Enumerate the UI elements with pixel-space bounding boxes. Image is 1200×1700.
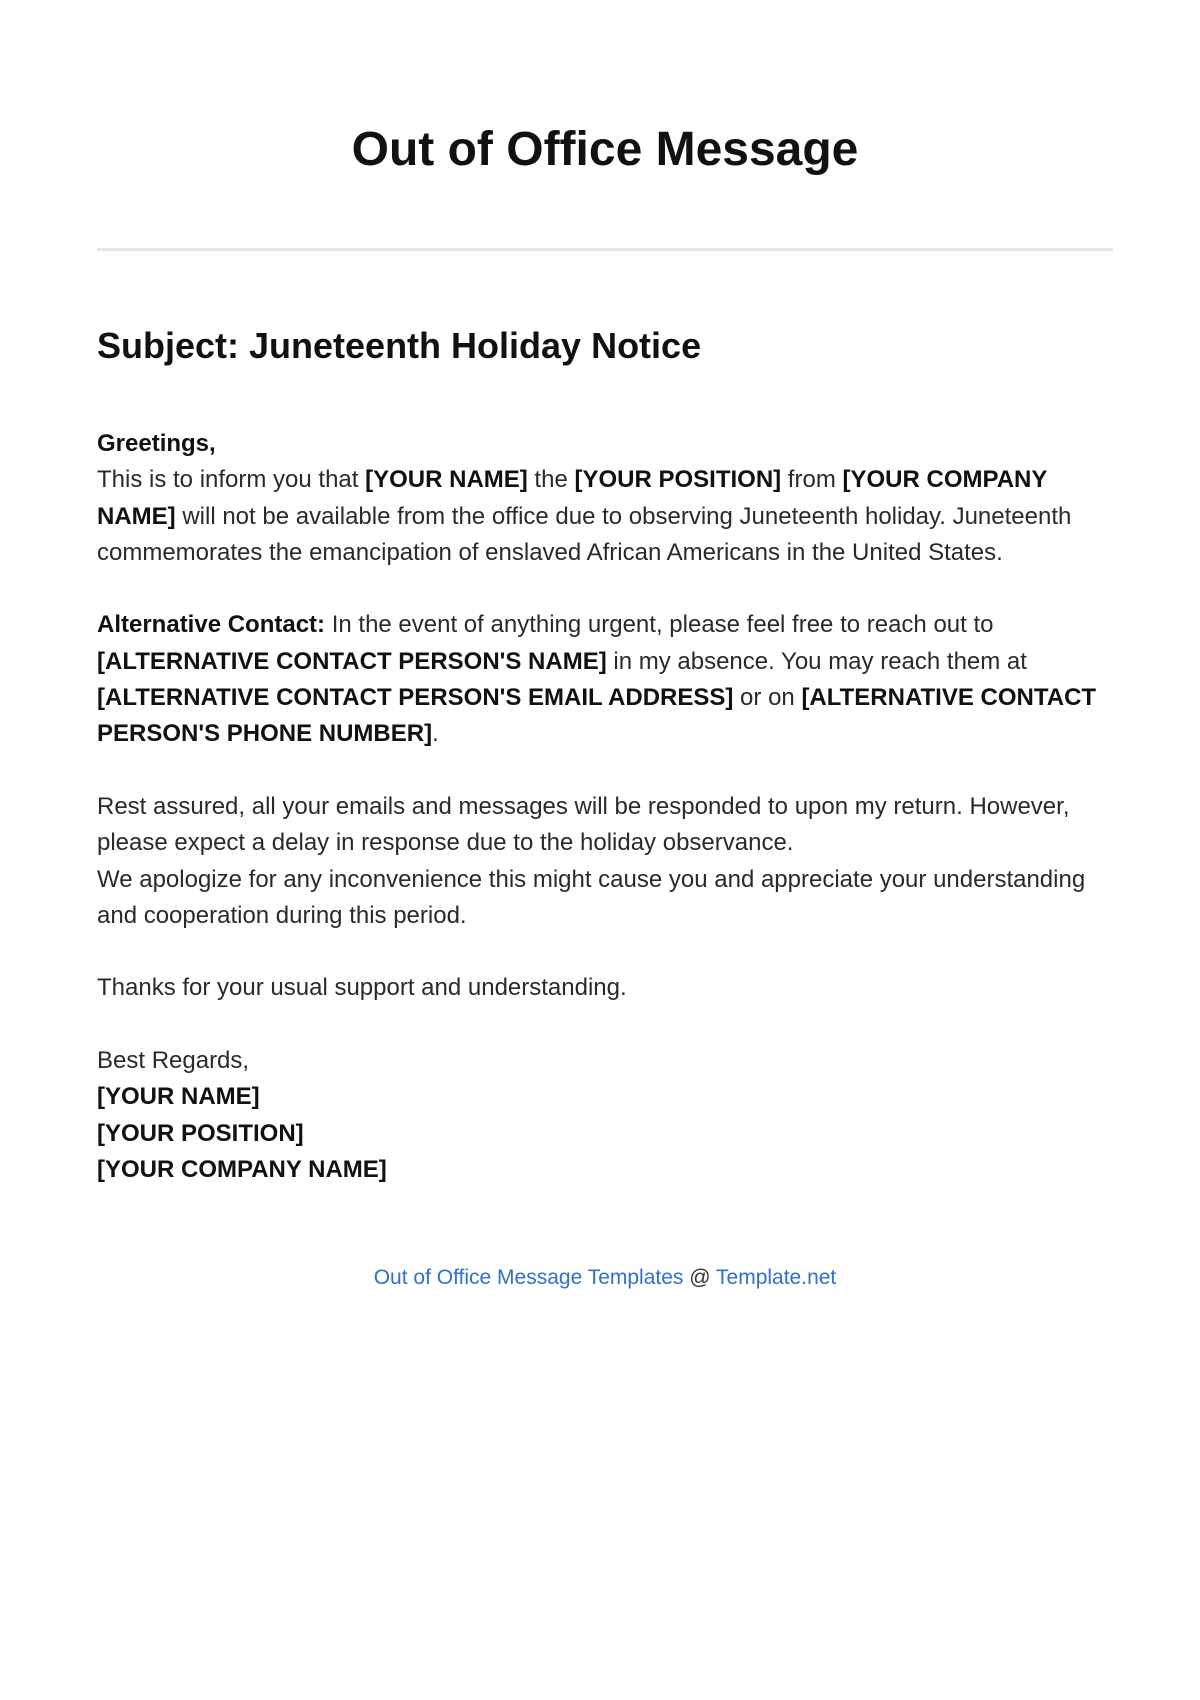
intro-text-3: from [781, 466, 843, 494]
contact-phone-placeholder: [ALTERNATIVE CONTACT PERSON'S PHONE NUMBER] [97, 684, 1097, 748]
signature-company: [YOUR COMPANY NAME] [97, 1155, 387, 1183]
alternative-text-3: or on [733, 684, 802, 712]
alternative-contact-label: Alternative Contact: [97, 611, 326, 639]
intro-text-2: the [527, 466, 575, 494]
subject-heading: Subject: Juneteenth Holiday Notice [97, 325, 702, 366]
page-title: Out of Office Message [351, 123, 859, 176]
alternative-text-4: . [432, 720, 439, 748]
reassurance-paragraph [97, 789, 1113, 934]
message-body [97, 426, 1113, 1225]
reassurance-line-1: Rest assured, all your emails and messages will be responded to upon my return. However, please expect a delay in response due to the holiday observance. [97, 792, 1070, 857]
alternative-text-2: in my absence. You may reach them at [606, 647, 1027, 675]
your-company-placeholder: [YOUR COMPANY NAME] [97, 466, 1047, 530]
contact-name-placeholder: [ALTERNATIVE CONTACT PERSON'S NAME] [97, 647, 607, 675]
intro-text-1: This is to inform you that [97, 466, 366, 494]
your-position-placeholder: [YOUR POSITION] [574, 466, 782, 494]
greeting: Greetings, [97, 430, 216, 457]
alternative-contact-paragraph [97, 607, 1113, 752]
intro-text-4: will not be available from the office due to observing Juneteenth holiday. Juneteenth commemorates the emancipation of enslaved African Americans in the United States. [97, 502, 1072, 566]
your-name-placeholder: [YOUR NAME] [365, 466, 528, 494]
reassurance-line-2: We apologize for any inconvenience this might cause you and appreciate your understanding and cooperation during this period. [97, 865, 1086, 929]
contact-email-placeholder: [ALTERNATIVE CONTACT PERSON'S EMAIL ADDRESS] [97, 684, 734, 712]
closing-line: Best Regards, [97, 1047, 250, 1075]
signature-name: [YOUR NAME] [97, 1083, 260, 1111]
signature-position: [YOUR POSITION] [97, 1119, 304, 1147]
footer-separator: @ [683, 1266, 717, 1289]
thanks-paragraph: Thanks for your usual support and understanding. [97, 974, 627, 1002]
signature-block [97, 1043, 1113, 1188]
intro-paragraph [97, 426, 1113, 571]
title-divider [97, 248, 1113, 251]
footer [97, 1264, 1113, 1292]
alternative-text-1: In the event of anything urgent, please feel free to reach out to [325, 611, 994, 639]
templates-link[interactable]: Out of Office Message Templates [373, 1266, 684, 1289]
template-net-link[interactable]: Template.net [716, 1266, 837, 1289]
